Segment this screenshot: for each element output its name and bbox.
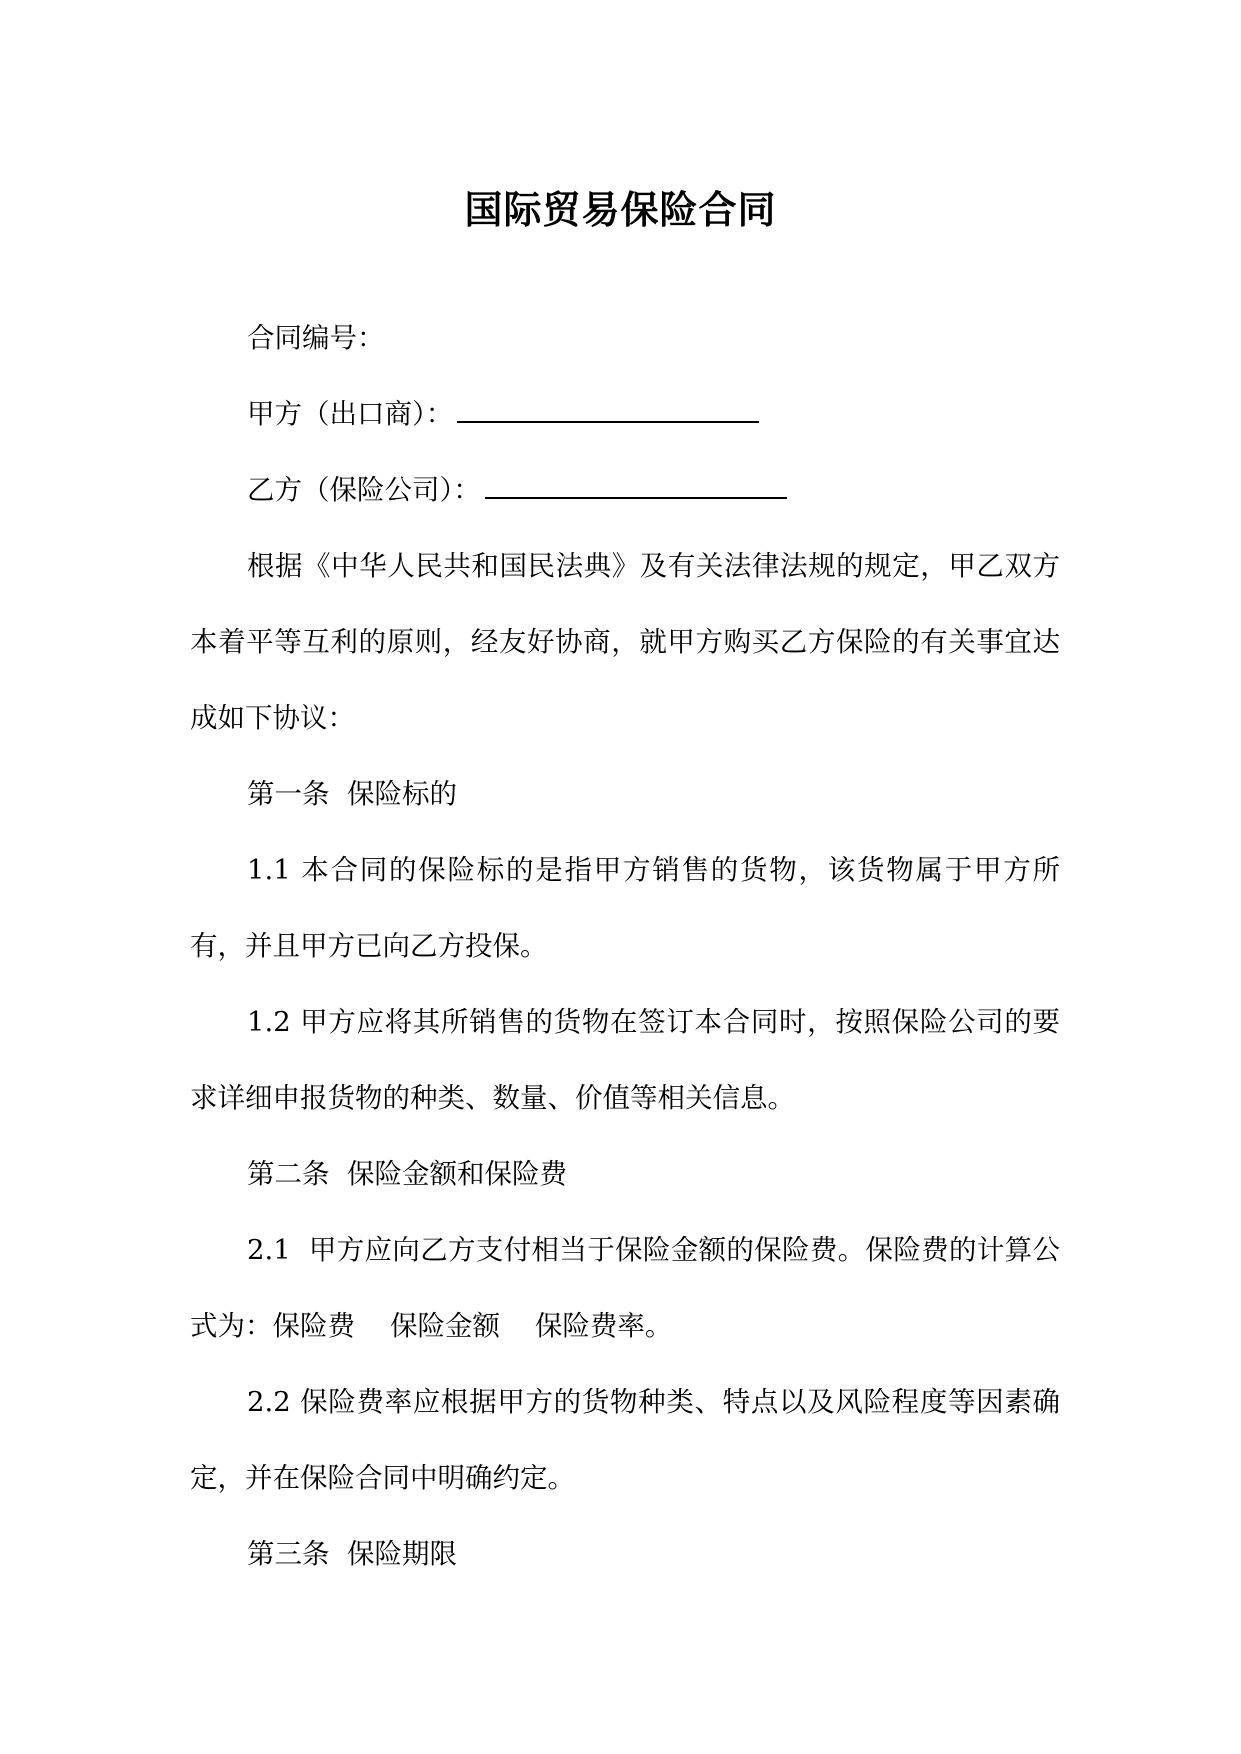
article-3-heading: 第三条 保险期限	[247, 1538, 457, 1570]
party-a-line	[190, 376, 1060, 452]
preamble-paragraph: 根据《中华人民共和国民法典》及有关法律法规的规定，甲乙双方本着平等互利的原则，经友好协商，就甲方购买乙方保险的有关事宜达成如下协议：	[190, 550, 1060, 734]
article-1-heading: 第一条 保险标的	[247, 778, 457, 810]
clause-1-1: 1.1 本合同的保险标的是指甲方销售的货物，该货物属于甲方所有，并且甲方已向乙方投保。	[190, 854, 1060, 962]
contract-number-line	[190, 300, 1060, 376]
document-title: 国际贸易保险合同	[464, 187, 777, 232]
contract-number-label: 合同编号：	[247, 322, 385, 354]
document-body	[190, 300, 1060, 1592]
party-a-label: 甲方（出口商）：	[247, 398, 454, 430]
party-a-blank	[457, 403, 759, 423]
party-b-line	[190, 452, 1060, 528]
clause-1-2: 1.2 甲方应将其所销售的货物在签订本合同时，按照保险公司的要求详细申报货物的种类、数量、价值等相关信息。	[190, 1006, 1060, 1114]
party-b-blank	[485, 479, 787, 499]
clause-2-1: 2.1 甲方应向乙方支付相当于保险金额的保险费。保险费的计算公式为：保险费 保险金额 保险费率。	[190, 1234, 1060, 1342]
article-2-heading: 第二条 保险金额和保险费	[247, 1158, 567, 1190]
party-b-label: 乙方（保险公司）：	[247, 474, 481, 506]
clause-2-2: 2.2 保险费率应根据甲方的货物种类、特点以及风险程度等因素确定，并在保险合同中明确约定。	[190, 1386, 1060, 1494]
